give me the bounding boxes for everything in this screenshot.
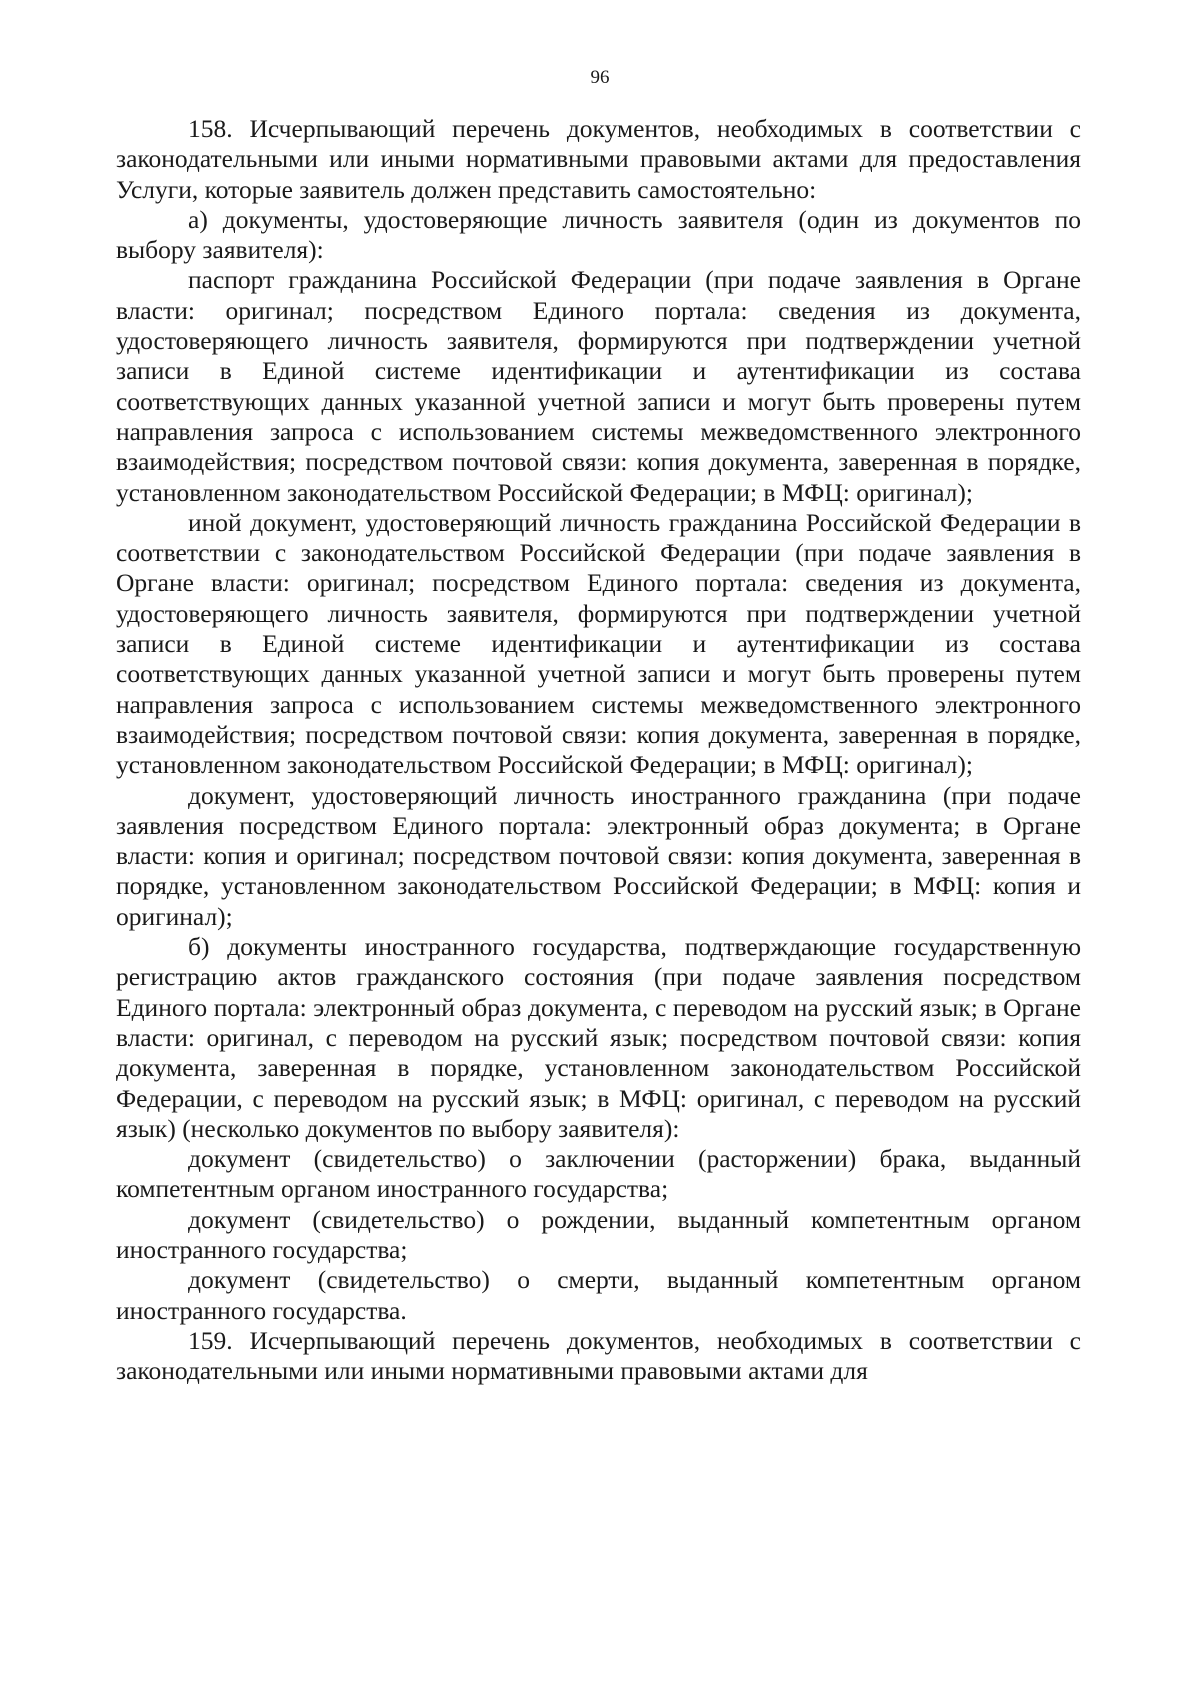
paragraph-item-b: б) документы иностранного государства, подтверждающие государственную регистрацию актов гражданского состояния (при подаче заявления посредством Единого портала: электронный образ документа, с переводом на русский язык; в Органе власти: оригинал, с переводом на русский язык; посредством почтовой связи: копия документа, заверенная в порядке, установленном законодательством Российской Федерации, с переводом на русский язык; в МФЦ: оригинал, с переводом на русский язык) (несколько документов по выбору заявителя): bbox=[116, 932, 1081, 1143]
paragraph-159-intro: 159. Исчерпывающий перечень документов, необходимых в соответствии с законодательными или иными нормативными правовыми актами для bbox=[116, 1325, 1081, 1386]
paragraph-death-certificate: документ (свидетельство) о смерти, выданный компетентным органом иностранного государства. bbox=[116, 1265, 1081, 1325]
paragraph-birth-certificate: документ (свидетельство) о рождении, выданный компетентным органом иностранного государства; bbox=[116, 1204, 1081, 1264]
page-number: 96 bbox=[590, 67, 610, 88]
paragraph-other-id-document: иной документ, удостоверяющий личность гражданина Российской Федерации в соответствии с законодательством Российской Федерации (при подаче заявления в Органе власти: оригинал; посредством Единого портала: сведения из документа, удостоверяющего личность заявителя, формируются при подтверждении учетной записи в Единой системе идентификации и аутентификации из состава соответствующих данных указанной учетной записи и могут быть проверены путем направления запроса с использованием системы межведомственного электронного взаимодействия; посредством почтовой связи: копия документа, заверенная в порядке, установленном законодательством Российской Федерации; в МФЦ: оригинал); bbox=[116, 507, 1081, 780]
paragraph-marriage-certificate: документ (свидетельство) о заключении (расторжении) брака, выданный компетентным органом иностранного государства; bbox=[116, 1144, 1081, 1204]
paragraph-158-intro: 158. Исчерпывающий перечень документов, необходимых в соответствии с законодательными или иными нормативными правовыми актами для предоставления Услуги, которые заявитель должен представить самостоятельно: bbox=[116, 114, 1081, 204]
paragraph-item-a: а) документы, удостоверяющие личность заявителя (один из документов по выбору заявителя): bbox=[116, 204, 1081, 265]
paragraph-passport-rf: паспорт гражданина Российской Федерации (при подаче заявления в Органе власти: оригинал; посредством Единого портала: сведения из документа, удостоверяющего личность заявителя, формируются при подтверждении учетной записи в Единой системе идентификации и аутентификации из состава соответствующих данных указанной учетной записи и могут быть проверены путем направления запроса с использованием системы межведомственного электронного взаимодействия; посредством почтовой связи: копия документа, заверенная в порядке, установленном законодательством Российской Федерации; в МФЦ: оригинал); bbox=[116, 265, 1081, 507]
document-body bbox=[116, 114, 1081, 1386]
paragraph-foreign-citizen-id: документ, удостоверяющий личность иностранного гражданина (при подаче заявления посредством Единого портала: электронный образ документа; в Органе власти: копия и оригинал; посредством почтовой связи: копия документа, заверенная в порядке, установленном законодательством Российской Федерации; в МФЦ: копия и оригинал); bbox=[116, 780, 1081, 931]
